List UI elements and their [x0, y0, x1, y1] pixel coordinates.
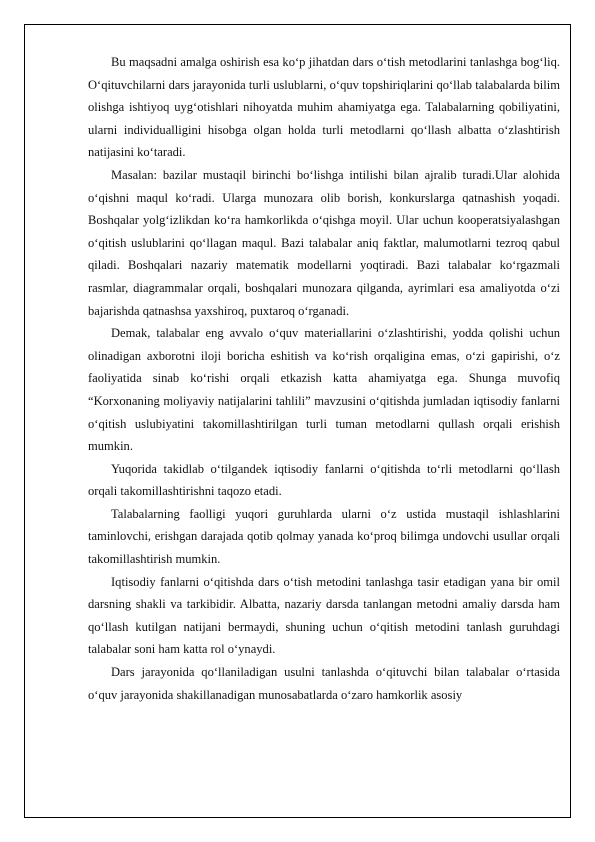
paragraph-1: Bu maqsadni amalga oshirish esa ko‘p jihatdan dars o‘tish metodlarini tanlashga bog‘liq. O‘qituvchilarni dars jarayonida turli uslublarni, o‘quv topshiriqlarini qo‘llab talabalarda bilim olishga ishtiyoq uyg‘otishlari nihoyatda muhim ahamiyatga ega. Talabalarning qobiliyatini, ularni individualligini hisobga olgan holda turli metodlarni qo‘llash albatta o‘zlashtirish natijasini ko‘taradi.	[88, 55, 560, 160]
paragraph-2: Masalan: bazilar mustaqil birinchi bo‘lishga intilishi bilan ajralib turadi.Ular alohida o‘qishni maqul ko‘radi. Ularga munozara olib borish, konkurslarga qatnashish yoqadi. Boshqalar yolg‘izlikdan ko‘ra hamkorlikda o‘qishga moyil. Ular uchun kooperatsiyalashgan o‘qitish uslublarini qo‘llagan maqul. Bazi talabalar aniq faktlar, malumotlarni tezroq qabul qiladi. Boshqalari nazariy matematik modellarni yoqtiradi. Bazi talabalar ko‘rgazmali rasmlar, diagrammalar orqali, boshqalari munozara qilganda, ayrimlari esa amaliyotda o‘zi bajarishda qatnashsa yaxshiroq, puxtaroq o‘rganadi.	[88, 167, 560, 318]
paragraph-5: Talabalarning faolligi yuqori guruhlarda ularni o‘z ustida mustaqil ishlashlarini taminlovchi, erishgan darajada qotib qolmay yanada ko‘proq bilimga undovchi usullar orqali takomillashtirish mumkin.	[88, 506, 560, 567]
paragraph-6: Iqtisodiy fanlarni o‘qitishda dars o‘tish metodini tanlashga tasir etadigan yana bir omil darsning shakli va tarkibidir. Albatta, nazariy darsda tanlangan metodni amaliy darsda ham qo‘llash kutilgan natijani bermaydi, shuning uchun o‘qitish metodini tanlash guruhdagi talabalar soni ham katta rol o‘ynaydi.	[88, 574, 560, 657]
document-body	[88, 51, 560, 706]
paragraph-4: Yuqorida takidlab o‘tilgandek iqtisodiy fanlarni o‘qitishda to‘rli metodlarni qo‘llash orqali takomillashtirishni taqozo etadi.	[88, 461, 560, 499]
paragraph-7: Dars jarayonida qo‘llaniladigan usulni tanlashda o‘qituvchi bilan talabalar o‘rtasida o‘quv jarayonida shakillanadigan munosabatlarda o‘zaro hamkorlik asosiy	[88, 665, 560, 702]
paragraph-3: Demak, talabalar eng avvalo o‘quv materiallarini o‘zlashtirishi, yodda qolishi uchun olinadigan axborotni iloji boricha eshitish va ko‘rish orqaligina emas, o‘zi gapirishi, o‘z faoliyatida sinab ko‘rishi orqali etkazish katta ahamiyatga ega. Shunga muvofiq “Korxonaning moliyaviy natijalarini tahlili” mavzusini o‘qitishda jumladan iqtisodiy fanlarni o‘qitish uslubiyatini takomillashtirilgan turli tuman metodlarni qullash orqali erishish mumkin.	[88, 326, 560, 454]
